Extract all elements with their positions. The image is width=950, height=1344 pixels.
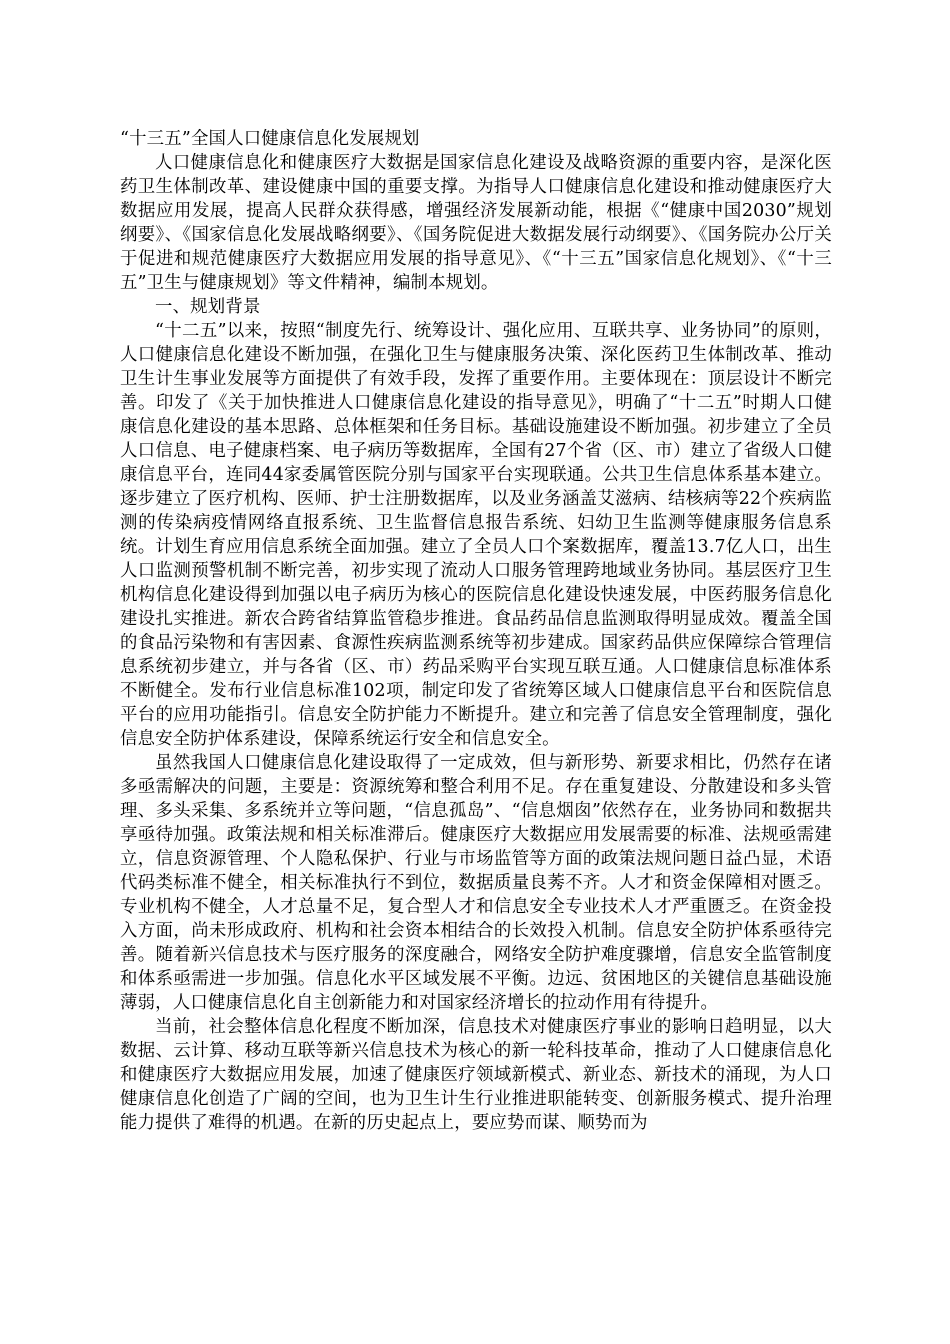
document-page [120, 127, 832, 1135]
paragraph-problems: 虽然我国人口健康信息化建设取得了一定成效，但与新形势、新要求相比，仍然存在诸多亟需解决的问题，主要是：资源统筹和整合利用不足。存在重复建设、分散建设和多头管理、多头采集、多系统并立等问题，“信息孤岛”、“信息烟囱”依然存在，业务协同和数据共享亟待加强。政策法规和相关标准滞后。健康医疗大数据应用发展需要的标准、法规亟需建立，信息资源管理、个人隐私保护、行业与市场监管等方面的政策法规问题日益凸显，术语代码类标准不健全，相关标准执行不到位，数据质量良莠不齐。人才和资金保障相对匮乏。专业机构不健全，人才总量不足，复合型人才和信息安全专业技术人才严重匮乏。在资金投入方面，尚未形成政府、机构和社会资本相结合的长效投入机制。信息安全防护体系亟待完善。随着新兴信息技术与医疗服务的深度融合，网络安全防护难度骤增，信息安全监管制度和体系亟需进一步加强。信息化水平区域发展不平衡。边远、贫困地区的关键信息基础设施薄弱，人口健康信息化自主创新能力和对国家经济增长的拉动作用有待提升。 [120, 753, 832, 1013]
intro-paragraph: 人口健康信息化和健康医疗大数据是国家信息化建设及战略资源的重要内容，是深化医药卫生体制改革、建设健康中国的重要支撑。为指导人口健康信息化建设和推动健康医疗大数据应用发展，提高人民群众获得感，增强经济发展新动能，根据《“健康中国2030”规划纲要》、《国家信息化发展战略纲要》、《国务院促进大数据发展行动纲要》、《国务院办公厅关于促进和规范健康医疗大数据应用发展的指导意见》、《“十三五”国家信息化规划》、《“十三五”卫生与健康规划》等文件精神，编制本规划。 [120, 153, 832, 293]
document-title: “十三五”全国人口健康信息化发展规划 [120, 129, 420, 149]
paragraph-opportunities: 当前，社会整体信息化程度不断加深，信息技术对健康医疗事业的影响日趋明显，以大数据、云计算、移动互联等新兴信息技术为核心的新一轮科技革命，推动了人口健康信息化和健康医疗大数据应用发展，加速了健康医疗领域新模式、新业态、新技术的涌现，为人口健康信息化创造了广阔的空间，也为卫生计生行业推进职能转变、创新服务模式、提升治理能力提供了难得的机遇。在新的历史起点上，要应势而谋、顺势而为 [120, 1017, 832, 1133]
paragraph-achievements: “十二五”以来，按照“制度先行、统筹设计、强化应用、互联共享、业务协同”的原则，人口健康信息化建设不断加强，在强化卫生与健康服务决策、深化医药卫生体制改革、推动卫生计生事业发展等方面提供了有效手段，发挥了重要作用。主要体现在：顶层设计不断完善。印发了《关于加快推进人口健康信息化建设的指导意见》，明确了“十二五”时期人口健康信息化建设的基本思路、总体框架和任务目标。基础设施建设不断加强。初步建立了全员人口信息、电子健康档案、电子病历等数据库，全国有27个省（区、市）建立了省级人口健康信息平台，连同44家委属管医院分别与国家平台实现联通。公共卫生信息体系基本建立。逐步建立了医疗机构、医师、护士注册数据库，以及业务涵盖艾滋病、结核病等22个疾病监测的传染病疫情网络直报系统、卫生监督信息报告系统、妇幼卫生监测等健康服务信息系统。计划生育应用信息系统全面加强。建立了全员人口个案数据库，覆盖13.7亿人口，出生人口监测预警机制不断完善，初步实现了流动人口服务管理跨地域业务协同。基层医疗卫生机构信息化建设得到加强以电子病历为核心的医院信息化建设快速发展，中医药服务信息化建设扎实推进。新农合跨省结算监管稳步推进。食品药品信息监测取得明显成效。覆盖全国的食品污染物和有害因素、食源性疾病监测系统等初步建成。国家药品供应保障综合管理信息系统初步建立，并与各省（区、市）药品采购平台实现互联互通。人口健康信息标准体系不断健全。发布行业信息标准102项，制定印发了省统筹区域人口健康信息平台和医院信息平台的应用功能指引。信息安全防护能力不断提升。建立和完善了信息安全管理制度，强化信息安全防护体系建设，保障系统运行安全和信息安全。 [120, 321, 832, 749]
section-heading-background: 一、规划背景 [155, 297, 261, 317]
